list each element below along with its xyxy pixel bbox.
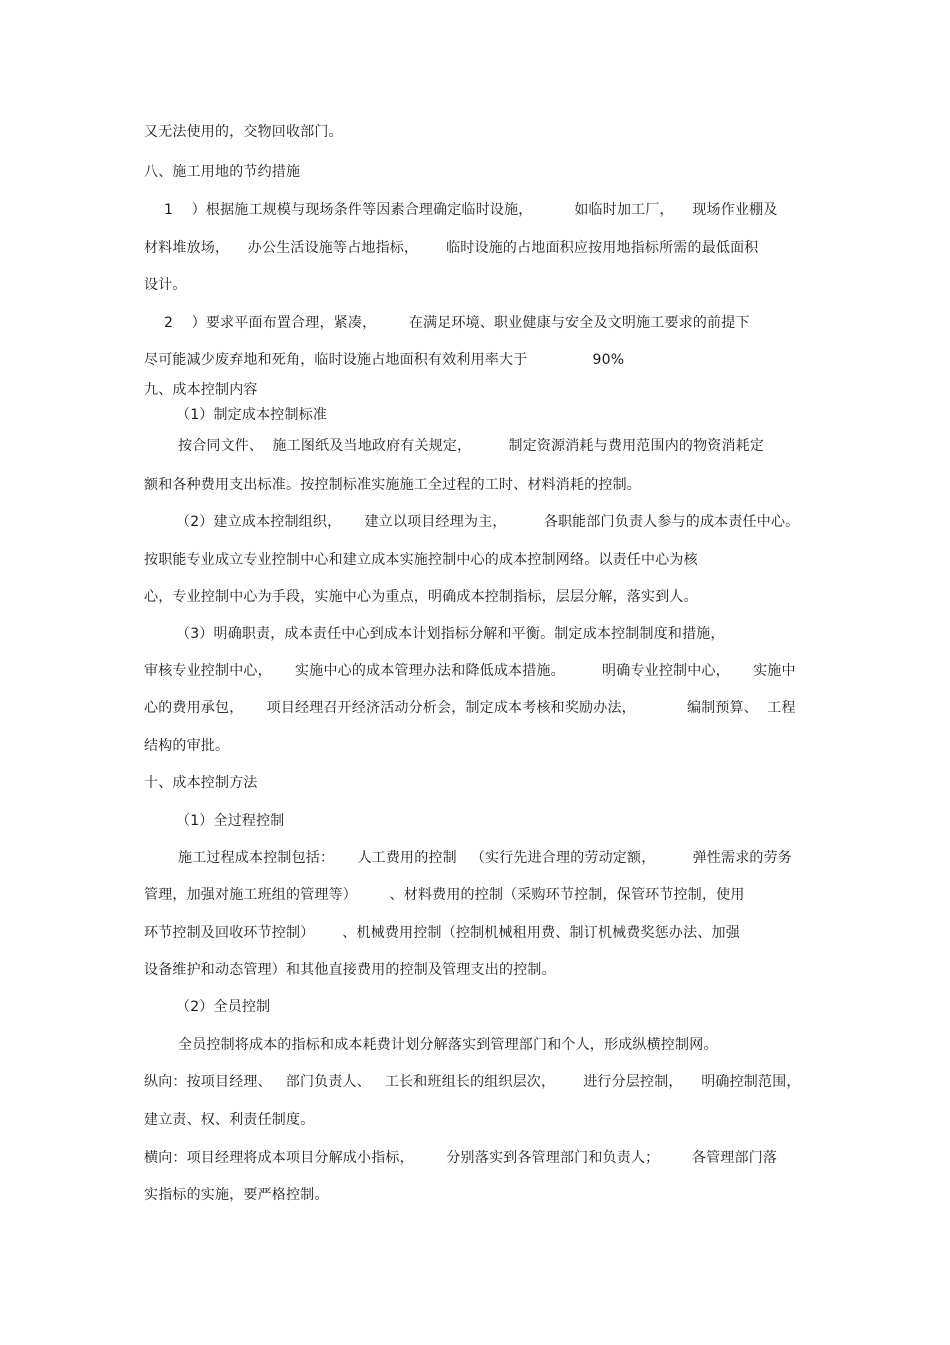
text-line: 按职能专业成立专业控制中心和建立成本实施控制中心的成本控制网络。以责任中心为核	[144, 552, 698, 568]
text-line: 全员控制将成本的指标和成本耗费计划分解落实到管理部门和个人，形成纵横控制网。	[178, 1037, 718, 1053]
text-line: 横向：项目经理将成本项目分解成小指标， 分别落实到各管理部门和负责人； 各管理部门落	[144, 1150, 778, 1166]
text-line: 2 ）要求平面布置合理，紧凑， 在满足环境、职业健康与安全及文明施工要求的前提下	[164, 315, 750, 331]
subsection-heading: （2）全员控制	[176, 999, 271, 1015]
text-line: 按合同文件、 施工图纸及当地政府有关规定， 制定资源消耗与费用范围内的物资消耗定	[178, 438, 765, 454]
section-heading: 十、成本控制方法	[144, 775, 258, 791]
text-line: 心的费用承包， 项目经理召开经济活动分析会，制定成本考核和奖励办法， 编制预算、 工程	[144, 700, 796, 716]
text-line: 材料堆放场， 办公生活设施等占地指标， 临时设施的占地面积应按用地指标所需的最低面积	[144, 240, 759, 256]
text-line: （3）明确职责，成本责任中心到成本计划指标分解和平衡。制定成本控制制度和措施，	[176, 626, 725, 642]
text-line: 施工过程成本控制包括： 人工费用的控制 （实行先进合理的劳动定额， 弹性需求的劳务	[178, 850, 793, 866]
text-line: 额和各种费用支出标准。按控制标准实施施工全过程的工时、材料消耗的控制。	[144, 477, 641, 493]
text-line: 尽可能减少废弃地和死角，临时设施占地面积有效利用率大于 90%	[144, 352, 625, 368]
text-line: 建立责、权、利责任制度。	[144, 1112, 315, 1128]
subsection-heading: （1）全过程控制	[176, 813, 285, 829]
text-line: 心，专业控制中心为手段，实施中心为重点，明确成本控制指标，层层分解，落实到人。	[144, 589, 698, 605]
text-line: 纵向：按项目经理、 部门负责人、 工长和班组长的组织层次， 进行分层控制， 明确控制范围，	[144, 1074, 801, 1090]
text-line: 设备维护和动态管理）和其他直接费用的控制及管理支出的控制。	[144, 962, 556, 978]
section-heading: 八、施工用地的节约措施	[144, 164, 301, 180]
text-line: 管理，加强对施工班组的管理等） 、材料费用的控制（采购环节控制，保管环节控制，使用	[144, 887, 745, 903]
text-line: 又无法使用的，交物回收部门。	[144, 124, 343, 140]
section-heading: 九、成本控制内容	[144, 382, 258, 398]
subsection-heading: （1）制定成本控制标准	[176, 407, 328, 423]
text-line: （2）建立成本控制组织， 建立以项目经理为主， 各职能部门负责人参与的成本责任中心。	[176, 514, 800, 530]
text-line: 环节控制及回收环节控制） 、机械费用控制（控制机械租用费、制订机械费奖惩办法、加强	[144, 925, 740, 941]
text-line: 实指标的实施，要严格控制。	[144, 1187, 329, 1203]
text-line: 设计。	[144, 277, 187, 293]
text-line: 1 ）根据施工规模与现场条件等因素合理确定临时设施， 如临时加工厂， 现场作业棚及	[164, 202, 778, 218]
text-line: 结构的审批。	[144, 738, 230, 754]
text-line: 审核专业控制中心， 实施中心的成本管理办法和降低成本措施。 明确专业控制中心， 实施中	[144, 663, 796, 679]
